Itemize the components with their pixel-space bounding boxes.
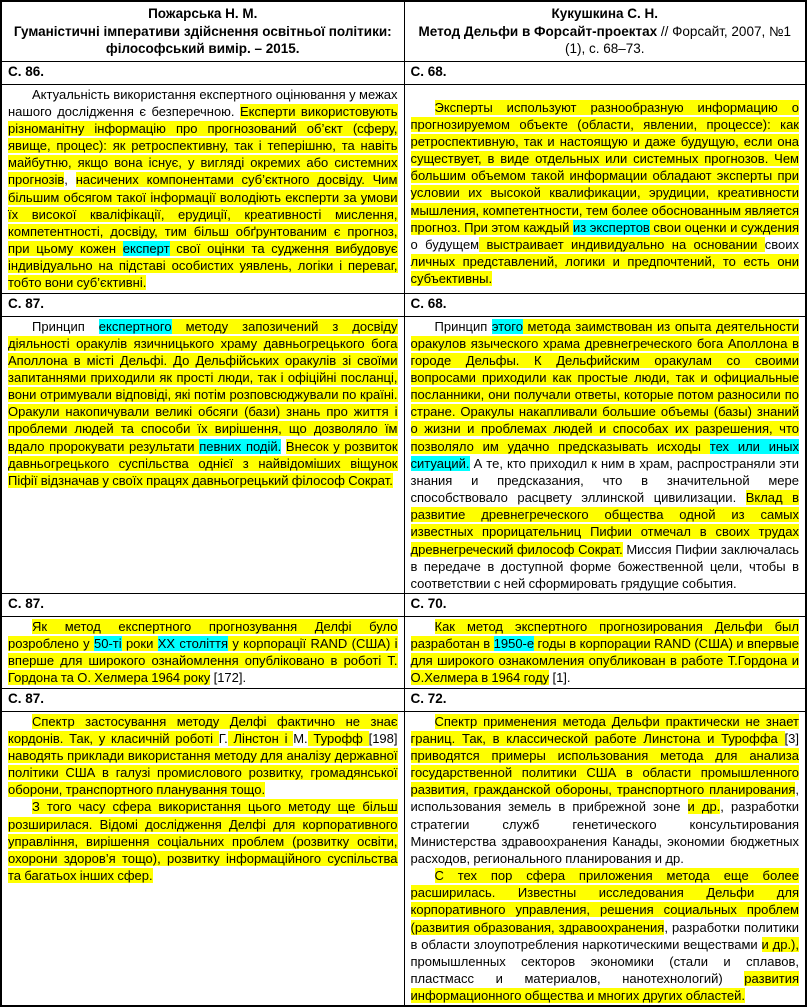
- right-page-label-3: С. 70.: [404, 594, 806, 617]
- text-row-1: [1, 84, 806, 293]
- highlight-yellow: Експерти використовують різноманітну інформацію про прогнозований об’єкт (сферу, явище, процес): як ретроспективну, так і теперішню, та навіть майбутню, якщо вона існує, у вигляді окремих або системних прогнозів: [8, 103, 398, 188]
- highlight-cyan: ХХ століття: [157, 636, 229, 652]
- paragraph: [8, 713, 398, 799]
- source-header-row: [1, 1, 806, 61]
- plain-text: , разработки политики в области злоупотребления наркотическими веществами: [410, 919, 799, 952]
- highlight-yellow: у корпорації RAND (США) і вперше для широкого ознайомлення опубліковано в роботі Т. Гордона та О. Хелмера 1964 року: [8, 636, 398, 686]
- highlight-yellow: Внесок у розвиток давньогрецького суспільства однієї з найвідоміших віщунок Піфії відзначав у своїх працях давньогрецький філософ Сократ.: [8, 438, 398, 488]
- left-page-label-1: С. 86.: [1, 61, 404, 84]
- plain-text: своих: [764, 236, 799, 252]
- text-row-3: [1, 617, 806, 689]
- plain-text: А те, кто приходил к ним в храм, распространяли эти знания и предсказания, что в значительной мере способствовало расцвету эллинской цивилизации.: [410, 455, 799, 506]
- plain-text: Принцип: [32, 318, 99, 334]
- right-text-cell-4: [404, 711, 806, 1006]
- right-page-label-1: С. 68.: [404, 61, 806, 84]
- highlight-cyan: этого: [491, 318, 523, 334]
- highlight-yellow: годы в корпорации RAND (США) и впервые для широкого ознакомления опубликован в работе Т.Гордона и О.Хелмера в 1964 году: [410, 636, 799, 686]
- right-page-label-2: С. 68.: [404, 293, 806, 316]
- paragraph: [411, 713, 800, 867]
- highlight-cyan: експерт: [122, 241, 170, 257]
- highlight-cyan: експертного: [98, 318, 172, 334]
- highlight-yellow: Турофф: [307, 730, 369, 746]
- left-source-title: Гуманістичні імперативи здійснення освітньої політики: філософський вимір. – 2015.: [13, 23, 392, 57]
- paragraph: [411, 618, 800, 687]
- highlight-yellow: Вклад в развитие древнегреческого общества одной из самых известных прорицательниц Пифии отмечал в своих трудах древнегреческий философ Сократ.: [410, 490, 799, 557]
- page-row-3: [1, 594, 806, 617]
- paragraph: [411, 318, 800, 593]
- highlight-yellow: выстраивает индивидуально на основании: [479, 236, 765, 252]
- paragraph: [8, 798, 398, 884]
- highlight-yellow: свои оценки и суждения: [649, 219, 799, 235]
- paragraph: [411, 867, 800, 1004]
- paragraph: [411, 99, 800, 288]
- page-row-1: [1, 61, 806, 84]
- left-source-header: [1, 1, 404, 61]
- highlight-cyan: певних подій.: [199, 438, 282, 454]
- right-source-author: Кукушкина С. Н.: [551, 6, 658, 21]
- highlight-cyan: из экспертов: [572, 219, 650, 235]
- plain-text: Миссия Пифии заключалась в передаче в доступной форме божественной цели, чтобы в соответствии с ней сформировать грядущие события.: [410, 541, 799, 591]
- paragraph: [8, 618, 398, 687]
- right-source-title-ref: // Форсайт, 2007, №1 (1), с. 68–73.: [564, 23, 791, 57]
- highlight-yellow: наводять приклади використання методу для аналізу державної політики США в галузі промислового розвитку, громадянської оборони, транспортного планування тощо.: [8, 747, 398, 798]
- plain-text: о будущем: [410, 236, 480, 252]
- right-page-label-4: С. 72.: [404, 688, 806, 711]
- highlight-yellow: и др.),: [761, 936, 799, 952]
- right-source-title: [415, 23, 796, 58]
- right-text-cell-1: [404, 84, 806, 293]
- highlight-yellow: С тех пор сфера приложения метода еще более расширилась. Известны исследования Дельфи для корпоративного управления, решения социальных проблем (развития образования, здравоохранения: [410, 868, 799, 935]
- highlight-yellow: свої оцінки та судження вибудовує індивідуально на підставі особистих уявлень, логіки і переваг, тобто вони суб’єктивні.: [8, 241, 398, 291]
- right-source-title-main: Метод Дельфи в Форсайт-проектах: [418, 23, 658, 39]
- highlight-yellow: роки: [121, 636, 158, 652]
- plain-text: Актуальність використання експертного оцінювання у межах нашого дослідження є безперечною.: [8, 86, 398, 119]
- plain-text: ,: [64, 172, 76, 188]
- plain-text: Г.: [218, 730, 228, 746]
- paragraph: [8, 86, 398, 292]
- highlight-yellow: насичених компонентами суб’єктного досвіду. Чим більшим обсягом такої інформації володіють експерти за умови їх високої кваліфікації, ерудиції, креативності мислення, компетентності, досвіду, тим більш обґрунтованим є прогноз, при цьому кожен: [8, 172, 398, 257]
- highlight-yellow: Лінстон і: [227, 730, 294, 746]
- right-text-cell-3: [404, 617, 806, 689]
- text-row-2: [1, 316, 806, 594]
- page-row-2: [1, 293, 806, 316]
- plain-text: [172].: [210, 670, 247, 686]
- highlight-yellow: Спектр застосування методу Делфі фактично не знає кордонів. Так, у класичній роботі: [8, 713, 398, 746]
- left-text-cell-1: [1, 84, 404, 293]
- right-text-cell-2: [404, 316, 806, 594]
- highlight-cyan: тех или иных ситуаций.: [410, 438, 799, 471]
- paragraph: [8, 318, 398, 490]
- text-row-4: [1, 711, 806, 1006]
- highlight-yellow: и др.: [687, 799, 721, 815]
- highlight-cyan: 1950-е: [493, 636, 535, 652]
- highlight-yellow: Как метод экспертного прогнозирования Дельфи был разработан в: [410, 619, 799, 652]
- left-page-label-4: С. 87.: [1, 688, 404, 711]
- highlight-yellow: развития информационного общества и многих других областей.: [410, 970, 799, 1004]
- left-page-label-2: С. 87.: [1, 293, 404, 316]
- left-text-cell-4: [1, 711, 404, 1006]
- plain-text: [1].: [549, 670, 571, 686]
- plain-text: , разработки стратегии служб генетического консультирования Министерства здравоохранения Канады, экономии бюджетных расходов, регионального планирования и др.: [410, 799, 799, 866]
- page-row-4: [1, 688, 806, 711]
- highlight-yellow: личных представлений, логики и предпочтений, то есть они субъективны.: [410, 254, 799, 287]
- plain-text: промышленных секторов экономики (стали и сплавов, пластмасс и материалов, нанотехнологий): [410, 953, 799, 986]
- highlight-yellow: приводятся примеры использования метода для анализа государственной политики США в области промышленного развития, гражданской обороны, транспортного планирования: [410, 747, 799, 798]
- left-page-label-3: С. 87.: [1, 594, 404, 617]
- plain-text: М.: [293, 730, 308, 746]
- highlight-yellow: Як метод експертного прогнозування Делфі було розроблено у: [8, 619, 398, 652]
- plain-text: [3]: [784, 730, 799, 746]
- left-text-cell-2: [1, 316, 404, 594]
- plain-text: [198]: [368, 730, 398, 746]
- plain-text: Принцип: [434, 318, 492, 334]
- highlight-yellow: З того часу сфера використання цього методу ще більш розширилася. Відомі дослідження Делфі для корпоративного управління, вирішення соціальних проблем (розвитку освіти, охорони здоров’я тощо), розвитку інформаційного суспільства та багатьох інших сфер.: [8, 799, 398, 884]
- plain-text: , использования земель в прибрежной зоне: [410, 782, 799, 815]
- left-source-author: Пожарська Н. М.: [148, 6, 258, 21]
- left-text-cell-3: [1, 617, 404, 689]
- highlight-yellow: Эксперты используют разнообразную информацию о прогнозируемом объекте (области, явлении, процессе): как ретроспективную, так и настоящую и даже будущую, если она существует, в виде отдельных или системных прогнозов. Чем большим объемом такой информации обладают эксперты при условии их высокой квалификации, эрудиции, креативности мышления, компетентности, тем более обоснованным является прогноз. При этом каждый: [410, 99, 799, 235]
- highlight-yellow: методу запозичений з досвіду діяльності оракулів язичницького храму давньогрецького бога Аполлона в місті Дельфі. До Дельфійських оракулів зі своїми запитаннями приходили як прості люди, так і офіційні посланці, вони отримували відповіді, які потім розповсюджували по країні. Оракули накопичували великі обсяги (бази) знань про життя і проблеми людей та способи їх вирішення, що дозволяло їм вдало пророкувати результати: [8, 318, 398, 454]
- highlight-yellow: метода заимствован из опыта деятельности оракулов языческого храма древнегреческого бога Аполлона в городе Дельфы. К Дельфийским оракулам со своими вопросами приходили как простые люди, так и официальные посланники, они получали ответы, которые потом разносили по стране. Оракулы накапливали большие объемы (базы) знаний о жизни и проблемах людей и способах их разрешения, что позволяло им удачно предсказывать исходы: [410, 318, 800, 454]
- highlight-yellow: Спектр применения метода Дельфи практически не знает границ. Так, в классической работе Линстона и Туроффа: [410, 713, 799, 746]
- right-source-header: [404, 1, 806, 61]
- highlight-cyan: 50-ті: [93, 636, 122, 652]
